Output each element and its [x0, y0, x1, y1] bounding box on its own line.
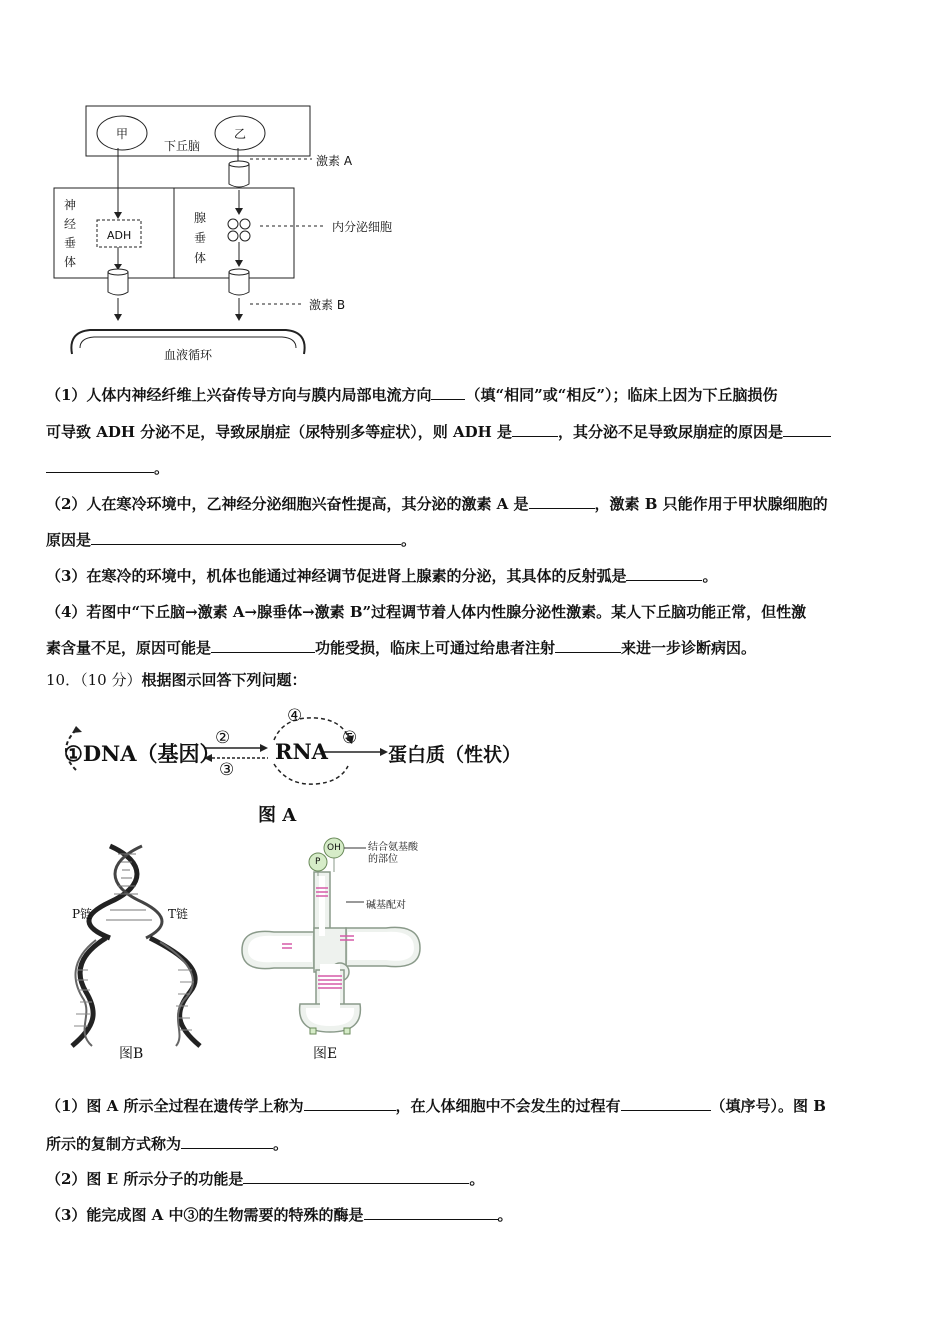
label-hormone-a: 激素 A — [316, 154, 353, 168]
blank[interactable] — [621, 1096, 711, 1111]
fig-b-caption: 图B — [119, 1046, 144, 1062]
fig-e-binding-site-1: 结合氨基酸 — [368, 842, 418, 853]
fig-e-oh: OH — [327, 843, 341, 853]
fig-a-step3: ③ — [219, 760, 235, 780]
blank[interactable] — [46, 458, 154, 473]
fig-e-binding-site-2: 的部位 — [368, 854, 398, 865]
label-endocrine-cell: 内分泌细胞 — [332, 220, 393, 234]
q9-part1-line1: （1）人体内神经纤维上兴奋传导方向与膜内局部电流方向 （填“相同”或“相反”）；临床上因为下丘脑损伤 — [46, 386, 778, 404]
fig-b-p-chain: P链 — [72, 907, 93, 921]
label-blood: 血液循环 — [164, 348, 213, 362]
q9-part4-line1: （4）若图中“下丘脑→激素 A→腺垂体→激素 B”过程调节着人体内性腺分泌性激素。某人下丘脑功能正常，但性激 — [46, 603, 807, 621]
label-adh: ADH — [107, 229, 132, 242]
fig-b-t-chain: T链 — [168, 907, 189, 921]
fig-a-rna: RNA — [275, 739, 328, 764]
q9-part2-line1: （2）人在寒冷环境中，乙神经分泌细胞兴奋性提高，其分泌的激素 A 是 ，激素 B 只能作用于甲状腺细胞的 — [46, 495, 828, 513]
label-hormone-b: 激素 B — [309, 298, 346, 312]
q10-part1-line1: （1）图 A 所示全过程在遗传学上称为 ，在人体细胞中不会发生的过程有 （填序号）。图 B — [46, 1097, 826, 1115]
q9-part1-line2: 可导致 ADH 分泌不足，导致尿崩症（尿特别多等症状），则 ADH 是 ，其分泌不足导致尿崩症的原因是 — [46, 414, 906, 450]
q9-part2-line2: 原因是 。 — [46, 531, 417, 549]
fig-e-p: P — [315, 857, 321, 867]
fig-a-protein: 蛋白质（性状） — [388, 744, 522, 766]
blank[interactable] — [91, 530, 401, 545]
blank[interactable] — [364, 1205, 498, 1220]
blank[interactable] — [431, 385, 465, 400]
blank[interactable] — [512, 422, 558, 437]
figure-b-dna-replication — [66, 842, 216, 1052]
q9-part3: （3）在寒冷的环境中，机体也能通过神经调节促进肾上腺素的分泌，其具体的反射弧是 。 — [46, 567, 718, 585]
label-jia: 甲 — [116, 127, 129, 141]
blank[interactable] — [243, 1169, 469, 1184]
blank[interactable] — [783, 422, 831, 437]
fig-a-dna: ①DNA（基因） — [64, 741, 221, 766]
blank[interactable] — [181, 1134, 273, 1149]
label-hypothalamus: 下丘脑 — [164, 139, 201, 153]
q10-part3: （3）能完成图 A 中③的生物需要的特殊的酶是 。 — [46, 1206, 513, 1224]
fig-a-step4: ④ — [287, 706, 303, 726]
fig-a-caption: 图 A — [258, 805, 297, 826]
label-neurohypophysis: 神 经 垂 体 — [64, 198, 77, 269]
fig-a-step5: ⑤ — [342, 728, 358, 748]
q10-part1-line2: 所示的复制方式称为 。 — [46, 1135, 289, 1153]
blank[interactable] — [304, 1096, 396, 1111]
q10-part2: （2）图 E 所示分子的功能是 。 — [46, 1170, 485, 1188]
label-yi: 乙 — [234, 127, 247, 141]
label-adenohypophysis: 腺 垂 体 — [194, 211, 207, 265]
blank[interactable] — [626, 566, 702, 581]
blank[interactable] — [211, 638, 315, 653]
fig-e-caption: 图E — [313, 1046, 338, 1062]
q9-part4-line2: 素含量不足，原因可能是 功能受损，临床上可通过给患者注射 来进一步诊断病因。 — [46, 639, 757, 657]
fig-a-step2: ② — [215, 728, 231, 748]
q9-part1-line3: 。 — [46, 450, 906, 486]
q10-heading: 10．（10 分）根据图示回答下列问题： — [46, 671, 307, 689]
fig-e-base-pairing: 碱基配对 — [366, 900, 406, 911]
figure-e-trna — [236, 832, 476, 1042]
blank[interactable] — [529, 494, 595, 509]
blank[interactable] — [555, 638, 621, 653]
